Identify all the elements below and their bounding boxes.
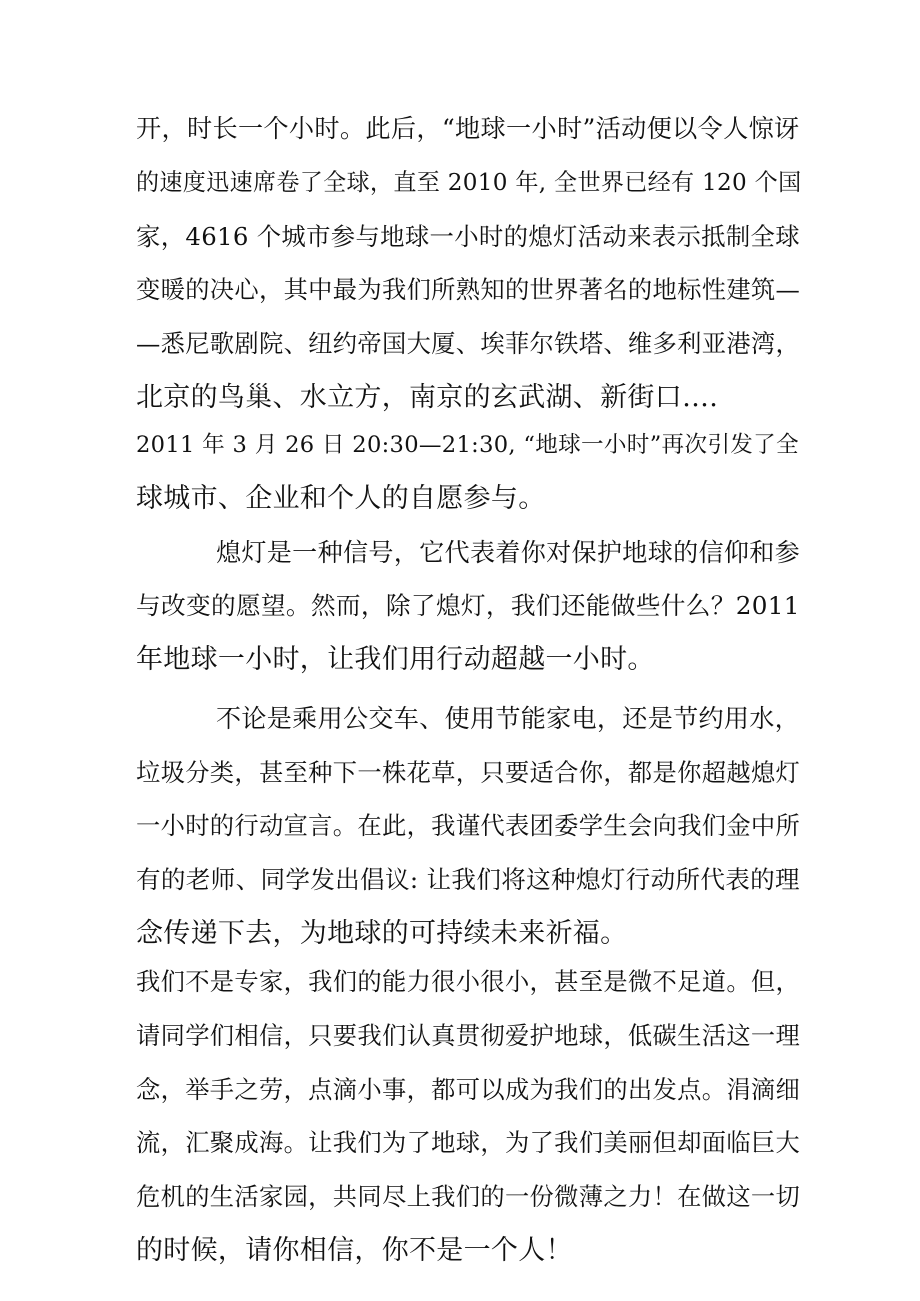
text-line: 我们不是专家，我们的能力很小很小，甚至是微不足道。但， [136, 967, 801, 997]
text-line: 请同学们相信，只要我们认真贯彻爱护地球，低碳生活这一理 [136, 1020, 801, 1050]
text-line: 危机的生活家园，共同尽上我们的一份微薄之力！在做这一切 [136, 1182, 801, 1212]
text-line: 家，4616 个城市参与地球一小时的熄灯活动来表示抵制全球 [136, 221, 800, 251]
text-line: 有的老师、同学发出倡议: 让我们将这种熄灯行动所代表的理 [136, 865, 800, 895]
text-line: 的速度迅速席卷了全球，直至 2010 年, 全世界已经有 120 个国 [136, 169, 802, 196]
paragraph-first-line: 不论是乘用公交车、使用节能家电，还是节约用水， [216, 703, 801, 733]
text-line: 2011 年 3 月 26 日 20:30—21:30, “地球一小时”再次引发了全 [136, 432, 799, 459]
text-line: 流，汇聚成海。让我们为了地球，为了我们美丽但却面临巨大 [136, 1128, 801, 1158]
text-line: 念传递下去，为地球的可持续未来祈福。 [136, 917, 628, 949]
text-line: —悉尼歌剧院、纽约帝国大厦、埃菲尔铁塔、维多利亚港湾， [136, 329, 801, 359]
text-line: 开，时长一个小时。此后，“地球一小时”活动便以令人惊讶 [136, 114, 800, 143]
text-line: 年地球一小时，让我们用行动超越一小时。 [136, 644, 655, 676]
text-line: 变暖的决心，其中最为我们所熟知的世界著名的地标性建筑— [136, 275, 801, 305]
paragraph-first-line: 熄灯是一种信号，它代表着你对保护地球的信仰和参 [216, 537, 801, 567]
text-line: 与改变的愿望。然而，除了熄灯，我们还能做些什么？2011 [136, 591, 800, 621]
text-line: 球城市、企业和个人的自愿参与。 [136, 482, 546, 514]
text-line: 垃圾分类，甚至种下一株花草，只要适合你，都是你超越熄灯 [136, 757, 801, 787]
text-line: 北京的鸟巢、水立方，南京的玄武湖、新街口…. [136, 381, 719, 413]
text-line: 的时候，请你相信，你不是一个人！ [136, 1235, 573, 1266]
text-line: 念，举手之劳，点滴小事，都可以成为我们的出发点。涓滴细 [136, 1074, 801, 1104]
text-line: 一小时的行动宣言。在此，我谨代表团委学生会向我们金中所 [136, 811, 801, 841]
